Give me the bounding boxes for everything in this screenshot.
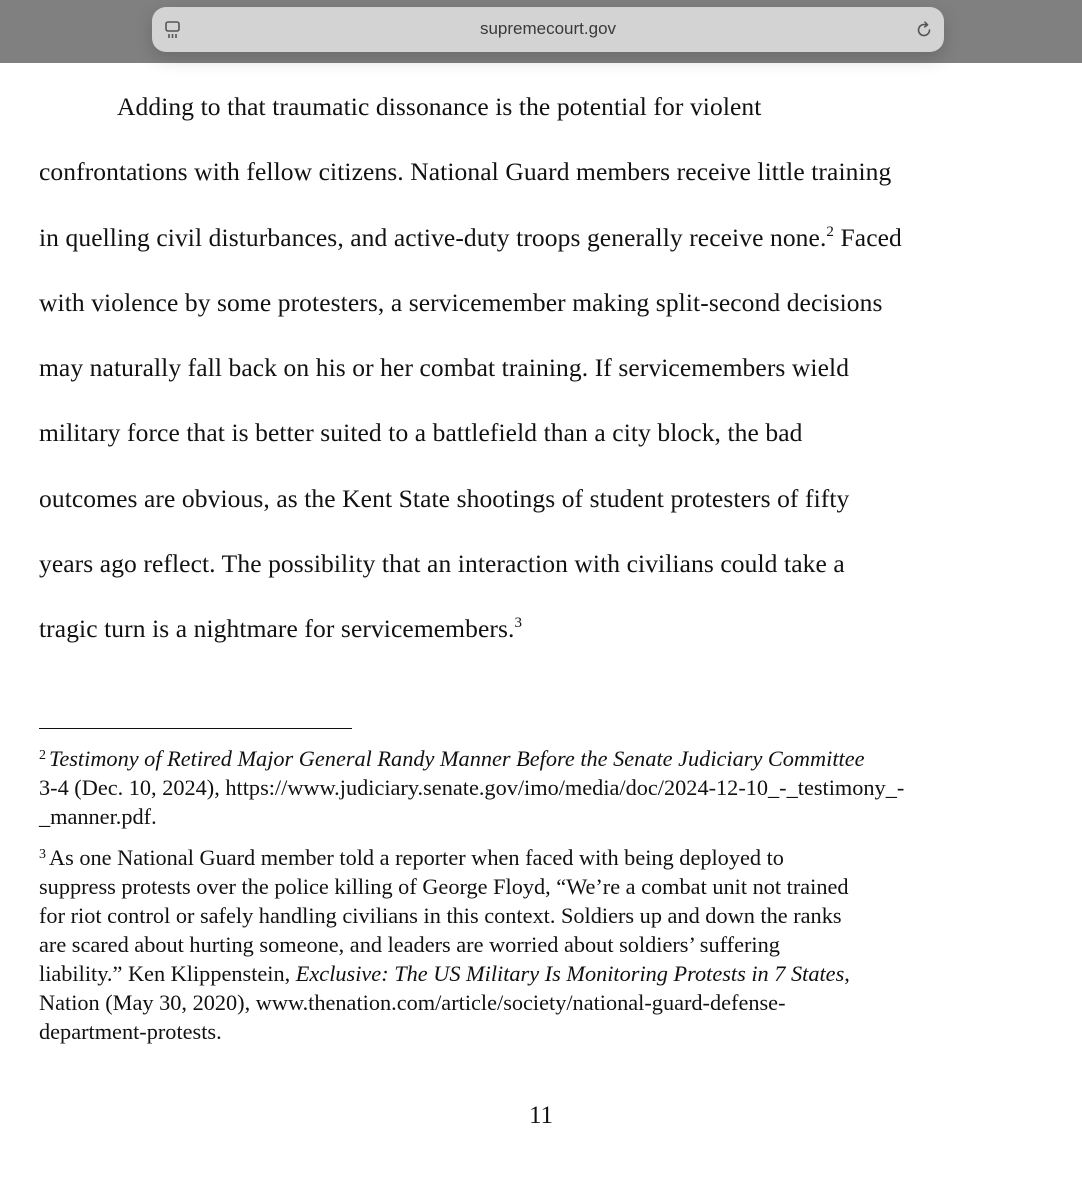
footnote-text: liability.” Ken Klippenstein, (39, 961, 296, 986)
url-text[interactable]: supremecourt.gov (479, 19, 617, 38)
body-line-text: Faced (834, 222, 902, 252)
footnote-number: 2 (39, 748, 46, 763)
page-number: 11 (528, 1102, 554, 1129)
footnote-text: , (844, 961, 850, 986)
body-line: Adding to that traumatic dissonance is the potential for violent (117, 92, 762, 121)
footnote-citation-title: Exclusive: The US Military Is Monitoring Protests in 7 States (295, 961, 845, 986)
footnote-line: 3-4 (Dec. 10, 2024), https://www.judiciary.senate.gov/imo/media/doc/2024-12-10_-_testimony_- (39, 775, 905, 800)
body-line-text: tragic turn is a nightmare for servicemembers. (39, 614, 515, 644)
footnote-line: are scared about hurting someone, and leaders are worried about soldiers’ suffering (39, 932, 780, 957)
footnote-line (39, 744, 1054, 773)
footnote-line: suppress protests over the police killing of George Floyd, “We’re a combat unit not trained (39, 874, 849, 899)
footnote-line: _manner.pdf. (39, 804, 157, 829)
footnote-reference[interactable]: 2 (826, 223, 835, 240)
body-line: with violence by some protesters, a servicemember making split-second decisions (39, 287, 883, 317)
body-line: years ago reflect. The possibility that an interaction with civilians could take a (39, 549, 845, 579)
body-line (39, 596, 1054, 661)
footnote-line: department-protests. (39, 1019, 222, 1044)
body-line: military force that is better suited to a battlefield than a city block, the bad (39, 418, 803, 448)
body-line-text: in quelling civil disturbances, and active-duty troops generally receive none. (39, 222, 827, 252)
footnote-divider (39, 728, 352, 729)
reload-icon[interactable] (914, 20, 934, 40)
footnote-text: As one National Guard member told a reporter when faced with being deployed to (49, 845, 784, 870)
brief-body-paragraph (39, 74, 1054, 662)
footnote-line (39, 959, 1054, 988)
footnote-line (39, 843, 1054, 872)
footnote-line: Nation (May 30, 2020), www.thenation.com/article/society/national-guard-defense- (39, 990, 786, 1015)
footnote-line: for riot control or safely handling civilians in this context. Soldiers up and down the ranks (39, 903, 842, 928)
body-line: outcomes are obvious, as the Kent State shootings of student protesters of fifty (39, 483, 850, 513)
body-line: confrontations with fellow citizens. National Guard members receive little training (39, 157, 892, 187)
body-line: may naturally fall back on his or her combat training. If servicemembers wield (39, 353, 850, 383)
footnote-2 (39, 744, 1054, 831)
address-bar[interactable] (152, 7, 944, 52)
footnote-3 (39, 843, 1054, 1046)
footnote-number: 3 (39, 847, 46, 862)
footnote-citation-title: Testimony of Retired Major General Randy Manner Before the Senate Judiciary Committee (49, 746, 865, 771)
browser-toolbar (0, 0, 1082, 63)
body-line (39, 205, 1054, 270)
footnote-reference[interactable]: 3 (514, 615, 523, 632)
